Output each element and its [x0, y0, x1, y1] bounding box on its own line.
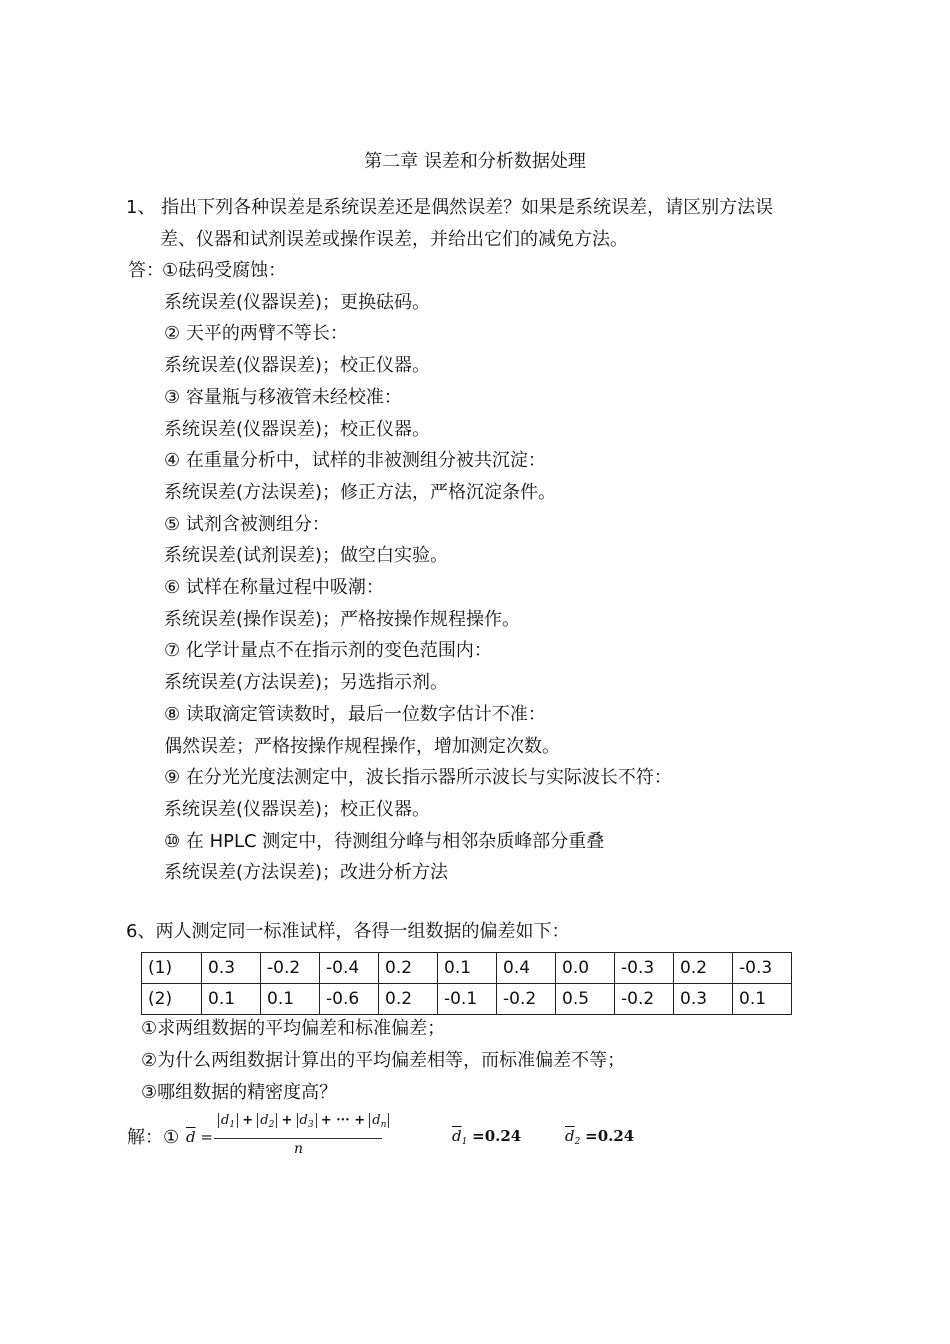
table-cell: 0.1 [438, 953, 497, 984]
item-answer: 系统误差(操作误差)；严格按操作规程操作。 [164, 609, 521, 630]
question-1-line-1: 1、 指出下列各种误差是系统误差还是偶然误差？如果是系统误差，请区别方法误 [126, 197, 774, 218]
table-cell: -0.3 [615, 953, 674, 984]
table-cell: 0.2 [674, 953, 733, 984]
item-answer: 系统误差(试剂误差)；做空白实验。 [164, 545, 449, 566]
item-label: ④ 在重量分析中，试样的非被测组分被共沉淀： [164, 450, 546, 471]
table-cell: 0.2 [379, 953, 438, 984]
mean-deviation-symbol: $\overline{d}$ = [186, 1128, 213, 1146]
answer-prefix: 答： [128, 260, 164, 281]
item-label: ⑦ 化学计量点不在指示剂的变色范围内： [164, 640, 492, 661]
item-answer: 系统误差(仪器误差)；更换砝码。 [164, 292, 431, 313]
item-answer: 系统误差(仪器误差)；校正仪器。 [164, 419, 431, 440]
table-cell: -0.2 [615, 984, 674, 1015]
question-6-intro: 6、两人测定同一标准试样，各得一组数据的偏差如下： [126, 921, 570, 942]
table-cell: 0.0 [556, 953, 615, 984]
item-answer: 偶然误差；严格按操作规程操作，增加测定次数。 [164, 736, 560, 757]
table-cell: 0.1 [733, 984, 792, 1015]
table-cell: -0.1 [438, 984, 497, 1015]
fraction-bar [214, 1138, 382, 1139]
table-cell: 0.3 [202, 953, 261, 984]
group-2-mean-deviation: $\overline{d}_2 =0.24$ [565, 1127, 635, 1147]
item-answer: 系统误差(仪器误差)；校正仪器。 [164, 355, 431, 376]
item-label: ①砝码受腐蚀： [162, 260, 287, 281]
item-answer: 系统误差(仪器误差)；校正仪器。 [164, 799, 431, 820]
item-label: ⑨ 在分光光度法测定中，波长指示器所示波长与实际波长不符： [164, 767, 672, 788]
table-row [142, 953, 792, 984]
table-cell: -0.4 [320, 953, 379, 984]
item-answer: 系统误差(方法误差)；修正方法，严格沉淀条件。 [164, 482, 557, 503]
table-cell: -0.2 [497, 984, 556, 1015]
sub-question-3: ③哪组数据的精密度高？ [141, 1082, 338, 1103]
group-1-mean-deviation: $\overline{d}_1 =0.24$ [452, 1127, 522, 1147]
item-label: ⑧ 读取滴定管读数时，最后一位数字估计不准： [164, 704, 546, 725]
table-cell: 0.1 [261, 984, 320, 1015]
sub-question-2: ②为什么两组数据计算出的平均偏差相等，而标准偏差不等； [141, 1050, 626, 1071]
sub-question-1: ①求两组数据的平均偏差和标准偏差； [141, 1018, 446, 1039]
table-cell: -0.2 [261, 953, 320, 984]
item-label: ⑩ 在 HPLC 测定中，待测组分峰与相邻杂质峰部分重叠 [164, 831, 605, 852]
item-label: ② 天平的两臂不等长： [164, 323, 348, 344]
formula-denominator: n [294, 1141, 304, 1157]
item-label: ③ 容量瓶与移液管未经校准： [164, 387, 402, 408]
table-cell: -0.6 [320, 984, 379, 1015]
page-title: 第二章 误差和分析数据处理 [364, 151, 586, 172]
table-row [142, 984, 792, 1015]
table-cell: 0.3 [674, 984, 733, 1015]
item-label: ⑤ 试剂含被测组分： [164, 514, 330, 535]
row-label-cell: (1) [142, 953, 202, 984]
question-1-line-2: 差、仪器和试剂误差或操作误差，并给出它们的减免方法。 [160, 229, 628, 250]
table-cell: -0.3 [733, 953, 792, 984]
item-answer: 系统误差(方法误差)；改进分析方法 [164, 862, 449, 883]
item-label: ⑥ 试样在称量过程中吸潮： [164, 577, 384, 598]
formula-numerator: $d_1 + d_2 + d_3$ + ··· + $d_n$ [218, 1113, 389, 1130]
solution-prefix: 解：① [127, 1127, 180, 1148]
table-cell: 0.2 [379, 984, 438, 1015]
row-label-cell: (2) [142, 984, 202, 1015]
deviation-table [141, 952, 792, 1015]
table-cell: 0.1 [202, 984, 261, 1015]
table-cell: 0.5 [556, 984, 615, 1015]
table-cell: 0.4 [497, 953, 556, 984]
item-answer: 系统误差(方法误差)；另选指示剂。 [164, 672, 449, 693]
